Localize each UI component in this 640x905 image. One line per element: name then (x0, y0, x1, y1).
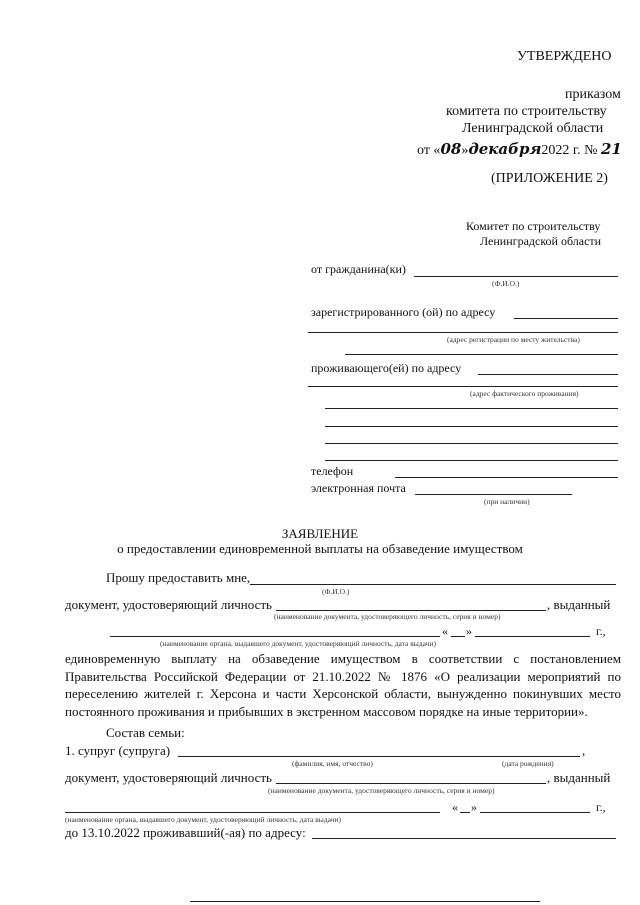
living-address-line-2[interactable] (308, 386, 618, 387)
spouse-doc-issued: , выданный (547, 770, 611, 785)
committee-line-2: Ленинградской области (462, 121, 604, 136)
statement-title: ЗАЯВЛЕНИЕ (281, 526, 359, 541)
family-title: Состав семьи: (106, 725, 185, 740)
phone-field-line[interactable] (395, 477, 618, 478)
addressee-line-1: Комитет по строительству (466, 219, 601, 233)
statement-subtitle: о предоставлении единовременной выплаты на обзаведение имуществом (117, 541, 523, 556)
fio-field-line[interactable] (414, 276, 618, 277)
statement-paragraph: единовременную выплату на обзаведение имуществом в соответствии с постановлением Правительства Российской Федерации от 21.10.2022 № 1876 «О реализации мероприятий по переселению жителей г. Херсона и части Херсонской области, вынужденно покинувших место постоянного проживания и прибывших в экстренном массовом порядке на иные территории». (65, 651, 621, 719)
living-address-line-4[interactable] (325, 426, 618, 427)
spouse-address-line[interactable] (312, 838, 616, 839)
living-address-label: проживающего(ей) по адресу (311, 361, 462, 375)
approved-stamp: УТВЕРЖДЕНО (517, 49, 612, 64)
spouse-doc-hint: (наименование документа, удостоверяющего личность, серия и номер) (268, 786, 495, 795)
issue-date-open: « (442, 624, 448, 638)
issue-year-suffix: г., (596, 624, 606, 638)
spouse-label: 1. супруг (супруга) (65, 743, 171, 758)
registered-address-label: зарегистрированного (ой) по адресу (311, 305, 496, 319)
spouse-comma: , (582, 743, 586, 758)
request-fio-line[interactable] (250, 584, 616, 585)
issue-day-line[interactable] (451, 636, 465, 637)
spouse-name-hint: (фамилия, имя, отчество) (292, 759, 373, 768)
issuer-hint: (наименование органа, выдавшего документ, удостоверяющий личность, дата выдачи) (160, 639, 436, 648)
spouse-doc-label: документ, удостоверяющий личность (65, 770, 272, 785)
from-citizen-label: от гражданина(ки) (311, 262, 406, 276)
living-address-hint: (адрес фактического проживания) (470, 389, 579, 398)
date-month: декабря (468, 140, 542, 158)
fio-hint: (Ф.И.О.) (492, 279, 520, 288)
doc-label: документ, удостоверяющий личность (65, 597, 272, 612)
registered-address-line-2[interactable] (308, 332, 618, 333)
issue-month-line[interactable] (475, 636, 590, 637)
order-label: приказом (565, 87, 621, 102)
phone-label: телефон (311, 464, 354, 478)
spouse-doc-line[interactable] (276, 783, 546, 784)
living-address-line-3[interactable] (325, 408, 618, 409)
appendix-label: (ПРИЛОЖЕНИЕ 2) (491, 171, 608, 186)
spouse-birth-hint: (дата рождения) (502, 759, 554, 768)
doc-hint: (наименование документа, удостоверяющего личность, серия и номер) (274, 612, 501, 621)
date-year: 2022 г. № (541, 143, 598, 158)
doc-field-line[interactable] (276, 610, 546, 611)
spouse-date-close: » (471, 800, 477, 814)
spouse-issuer-line[interactable] (65, 812, 440, 813)
order-number: 21 (600, 140, 622, 158)
date-day: 08 (440, 140, 462, 158)
request-fio-hint: (Ф.И.О.) (322, 587, 350, 596)
registered-address-line-1[interactable] (514, 318, 618, 319)
living-address-line-5[interactable] (325, 443, 618, 444)
spouse-date-open: « (452, 800, 458, 814)
doc-issued: , выданный (547, 597, 611, 612)
order-date (417, 140, 622, 159)
date-mid: » (461, 143, 469, 158)
request-label: Прошу предоставить мне, (106, 570, 251, 585)
date-prefix: от « (417, 143, 441, 158)
living-address-line-1[interactable] (478, 374, 618, 375)
spouse-year-suffix: г., (596, 800, 606, 814)
addressee-line-2: Ленинградской области (480, 234, 602, 248)
spouse-name-line[interactable] (178, 756, 580, 757)
bottom-cut-line (190, 901, 540, 902)
email-label: электронная почта (311, 481, 406, 495)
registered-address-hint: (адрес регистрации по месту жительства) (447, 335, 580, 344)
living-address-line-6[interactable] (325, 460, 618, 461)
spouse-month-line[interactable] (480, 812, 590, 813)
registered-address-line-3[interactable] (345, 354, 618, 355)
email-hint: (при наличии) (484, 497, 530, 506)
spouse-day-line[interactable] (460, 812, 470, 813)
email-field-line[interactable] (415, 494, 572, 495)
issue-date-close: » (466, 624, 472, 638)
committee-line-1: комитета по строительству (446, 104, 607, 119)
spouse-issuer-hint: (наименование органа, выдавшего документ, удостоверяющий личность, дата выдачи) (65, 815, 341, 824)
spouse-address-label: до 13.10.2022 проживавший(-ая) по адресу: (65, 825, 306, 840)
issuer-field-line[interactable] (110, 636, 440, 637)
